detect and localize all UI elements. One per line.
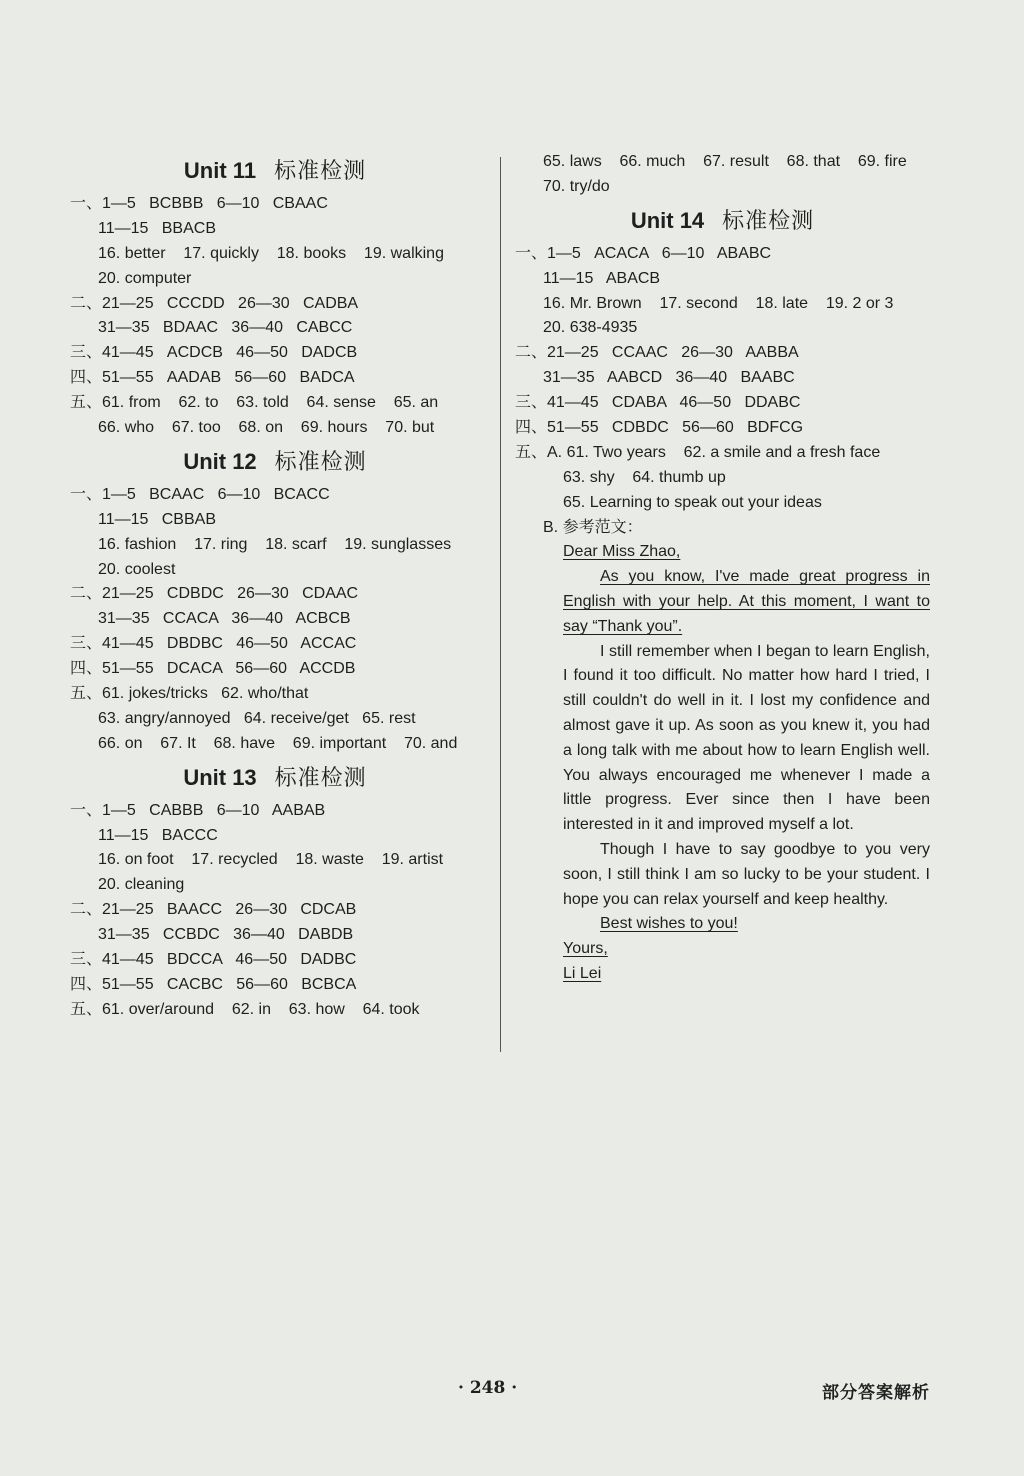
essay-greeting: Dear Miss Zhao, bbox=[563, 543, 681, 561]
answer-line: 四、51—55 CACBC 56—60 BCBCA bbox=[70, 975, 357, 993]
unit-11-title: Unit 11 bbox=[183, 158, 257, 183]
answer-line: 11—15 BBACB bbox=[98, 219, 216, 237]
answer-line: 四、51—55 CDBDC 56—60 BDFCG bbox=[515, 419, 804, 437]
page-number: · 248 · bbox=[458, 1378, 518, 1398]
unit-12-heading bbox=[70, 445, 480, 479]
essay-sign-off: Yours, bbox=[563, 940, 608, 958]
footer-section-title: 部分答案解析 bbox=[822, 1383, 930, 1402]
answer-line: 11—15 ABACB bbox=[543, 269, 661, 287]
answer-line: 二、21—25 CCAAC 26—30 AABBA bbox=[515, 344, 799, 362]
unit-11-answers bbox=[70, 192, 480, 441]
answer-line: 二、21—25 CDBDC 26—30 CDAAC bbox=[70, 585, 359, 603]
unit-14-answers bbox=[515, 242, 930, 541]
answer-line: 16. on foot 17. recycled 18. waste 19. artist bbox=[98, 851, 444, 869]
answer-line: 五、A. 61. Two years 62. a smile and a fresh face bbox=[515, 443, 881, 461]
right-column bbox=[515, 150, 930, 987]
essay-closing: Best wishes to you! bbox=[600, 915, 738, 933]
answer-line: 16. Mr. Brown 17. second 18. late 19. 2 or 3 bbox=[543, 294, 894, 312]
answer-line: 一、1—5 BCAAC 6—10 BCACC bbox=[70, 485, 330, 503]
answer-line: 一、1—5 CABBB 6—10 AABAB bbox=[70, 801, 326, 819]
unit-11-title-cn: 标准检测 bbox=[274, 158, 367, 183]
answer-line: 66. who 67. too 68. on 69. hours 70. but bbox=[98, 419, 435, 437]
essay-paragraph-2: I still remember when I began to learn English, I found it too difficult. No matter how hard I tried, I still couldn't do well in it. I lost my confidence and almost gave it up. As soon as you knew it, you had a long talk with me about how to learn English well. You always encouraged me whenever I made a little progress. Ever since then I have been interested in it and improved myself a lot. bbox=[563, 642, 930, 834]
unit-14-title: Unit 14 bbox=[630, 207, 705, 233]
answer-line: 三、41—45 DBDBC 46—50 ACCAC bbox=[70, 635, 357, 653]
left-column bbox=[70, 150, 480, 1023]
unit-13-heading bbox=[70, 761, 480, 795]
answer-line: 70. try/do bbox=[543, 177, 610, 195]
answer-line: 四、51—55 AADAB 56—60 BADCA bbox=[70, 369, 355, 387]
answer-line: 31—35 BDAAC 36—40 CABCC bbox=[98, 319, 353, 337]
model-essay bbox=[515, 540, 930, 986]
unit-14-title-cn: 标准检测 bbox=[722, 207, 815, 233]
answer-line: 五、61. over/around 62. in 63. how 64. took bbox=[70, 1000, 420, 1018]
essay-paragraph-1: As you know, I've made great progress in English with your help. At this moment, I want to say “Thank you”. bbox=[563, 568, 930, 635]
answer-line: 31—35 CCBDC 36—40 DABDB bbox=[98, 926, 354, 944]
unit-13-title-cn: 标准检测 bbox=[274, 764, 367, 790]
answer-line: B. 参考范文： bbox=[543, 518, 643, 536]
answer-line: 20. 638-4935 bbox=[543, 319, 638, 337]
answer-line: 11—15 CBBAB bbox=[98, 510, 216, 528]
unit-12-title-cn: 标准检测 bbox=[274, 448, 367, 474]
unit-11-heading bbox=[70, 154, 480, 188]
answer-line: 二、21—25 CCCDD 26—30 CADBA bbox=[70, 294, 359, 312]
answer-line: 65. laws 66. much 67. result 68. that 69. fire bbox=[543, 153, 907, 170]
unit-12-title: Unit 12 bbox=[183, 448, 257, 474]
essay-paragraph-3: Though I have to say goodbye to you very soon, I still think I am so lucky to be your student. I hope you can relax yourself and keep healthy. bbox=[563, 841, 930, 908]
answer-line: 31—35 CCACA 36—40 ACBCB bbox=[98, 610, 351, 628]
answer-line: 三、41—45 BDCCA 46—50 DADBC bbox=[70, 951, 357, 969]
essay-signature: Li Lei bbox=[563, 965, 602, 983]
answer-line: 20. computer bbox=[98, 269, 192, 287]
answer-line: 三、41—45 CDABA 46—50 DDABC bbox=[515, 394, 801, 412]
answer-line: 16. better 17. quickly 18. books 19. walking bbox=[98, 244, 444, 262]
unit-12-answers bbox=[70, 483, 480, 757]
answer-line: 一、1—5 BCBBB 6—10 CBAAC bbox=[70, 195, 328, 212]
answer-line: 66. on 67. It 68. have 69. important 70. and bbox=[98, 734, 458, 752]
unit-13-answers bbox=[70, 799, 480, 1023]
answer-line: 一、1—5 ACACA 6—10 ABABC bbox=[515, 244, 772, 262]
answer-line: 五、61. from 62. to 63. told 64. sense 65. an bbox=[70, 394, 439, 412]
answer-line: 65. Learning to speak out your ideas bbox=[563, 493, 822, 511]
answer-line: 63. shy 64. thumb up bbox=[563, 468, 726, 486]
unit-13-continued bbox=[515, 150, 930, 200]
answer-line: 20. coolest bbox=[98, 560, 176, 578]
unit-14-heading bbox=[515, 204, 930, 238]
answer-line: 63. angry/annoyed 64. receive/get 65. rest bbox=[98, 709, 416, 727]
answer-line: 20. cleaning bbox=[98, 876, 185, 894]
answer-line: 31—35 AABCD 36—40 BAABC bbox=[543, 369, 795, 387]
answer-line: 16. fashion 17. ring 18. scarf 19. sunglasses bbox=[98, 535, 452, 553]
answer-line: 三、41—45 ACDCB 46—50 DADCB bbox=[70, 344, 358, 362]
answer-line: 二、21—25 BAACC 26—30 CDCAB bbox=[70, 901, 357, 919]
column-divider bbox=[500, 157, 501, 1052]
unit-13-title: Unit 13 bbox=[183, 764, 257, 790]
answer-line: 11—15 BACCC bbox=[98, 826, 218, 844]
answer-line: 五、61. jokes/tricks 62. who/that bbox=[70, 685, 309, 703]
answer-line: 四、51—55 DCACA 56—60 ACCDB bbox=[70, 660, 356, 678]
